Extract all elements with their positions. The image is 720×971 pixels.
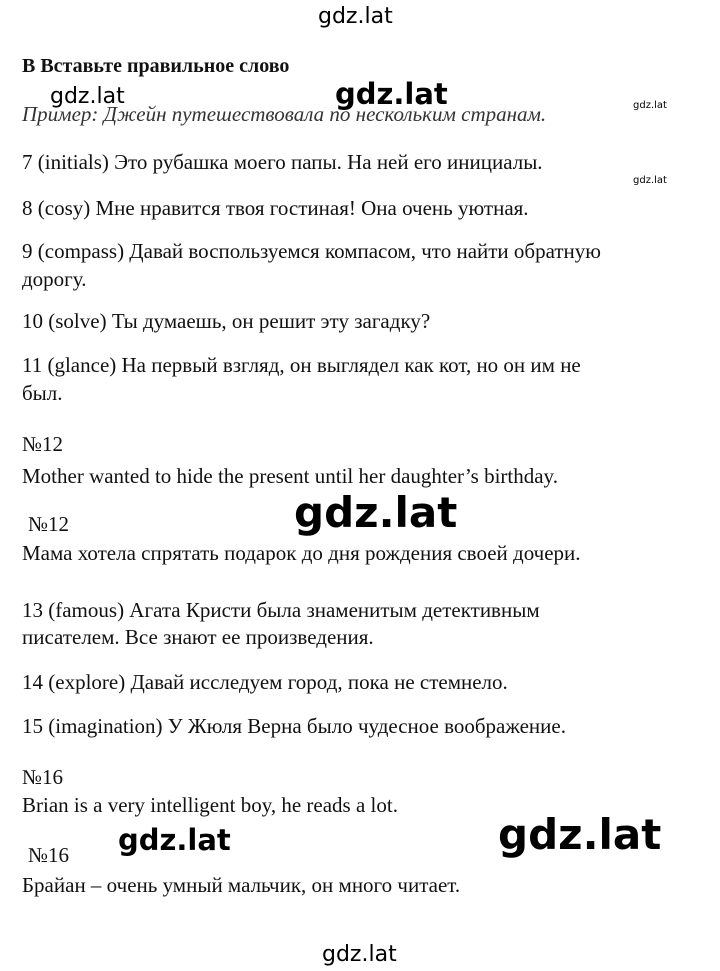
watermark-mid: gdz.lat — [335, 77, 448, 111]
item-13-cont: писателем. Все знают ее произведения. — [22, 625, 374, 649]
item-13: 13 (famous) Агата Кристи была знаменитым детективным — [22, 598, 540, 622]
item-8: 8 (cosy) Мне нравится твоя гостиная! Она очень уютная. — [22, 196, 529, 220]
item-10: 10 (solve) Ты думаешь, он решит эту загадку? — [22, 309, 431, 333]
watermark-tiny-1: gdz.lat — [633, 100, 667, 111]
watermark-bottom-right: gdz.lat — [498, 810, 662, 859]
task16-number: №16 — [22, 765, 64, 789]
task16-russian: Брайан – очень умный мальчик, он много читает. — [22, 873, 461, 897]
task16-number-ru: №16 — [28, 843, 70, 867]
item-11: 11 (glance) На первый взгляд, он выглядел как кот, но он им не — [22, 353, 581, 377]
task12-russian: Мама хотела спрятать подарок до дня рождения своей дочери. — [22, 541, 581, 565]
task16-english: Brian is a very intelligent boy, he reads a lot. — [22, 793, 398, 817]
example-sentence: Пример: Джейн путешествовала по нескольким странам. — [22, 102, 547, 126]
watermark-tiny-2: gdz.lat — [633, 175, 667, 186]
watermark-left: gdz.lat — [50, 84, 125, 109]
item-15: 15 (imagination) У Жюля Верна было чудесное воображение. — [22, 714, 566, 738]
task12-english: Mother wanted to hide the present until her daughter’s birthday. — [22, 464, 558, 488]
task-heading: В Вставьте правильное слово — [22, 55, 290, 77]
watermark-top: gdz.lat — [318, 4, 393, 29]
task12-number: №12 — [22, 432, 64, 456]
item-14: 14 (explore) Давай исследуем город, пока не стемнело. — [22, 670, 508, 694]
watermark-footer: gdz.lat — [322, 942, 397, 967]
item-9-cont: дорогу. — [22, 267, 87, 291]
item-7: 7 (initials) Это рубашка моего папы. На ней его инициалы. — [22, 150, 543, 174]
item-9: 9 (compass) Давай воспользуемся компасом, что найти обратную — [22, 239, 601, 263]
watermark-bottom-left: gdz.lat — [118, 823, 231, 857]
task12-number-ru: №12 — [28, 512, 70, 536]
watermark-center: gdz.lat — [294, 488, 458, 537]
item-11-cont: был. — [22, 381, 63, 405]
